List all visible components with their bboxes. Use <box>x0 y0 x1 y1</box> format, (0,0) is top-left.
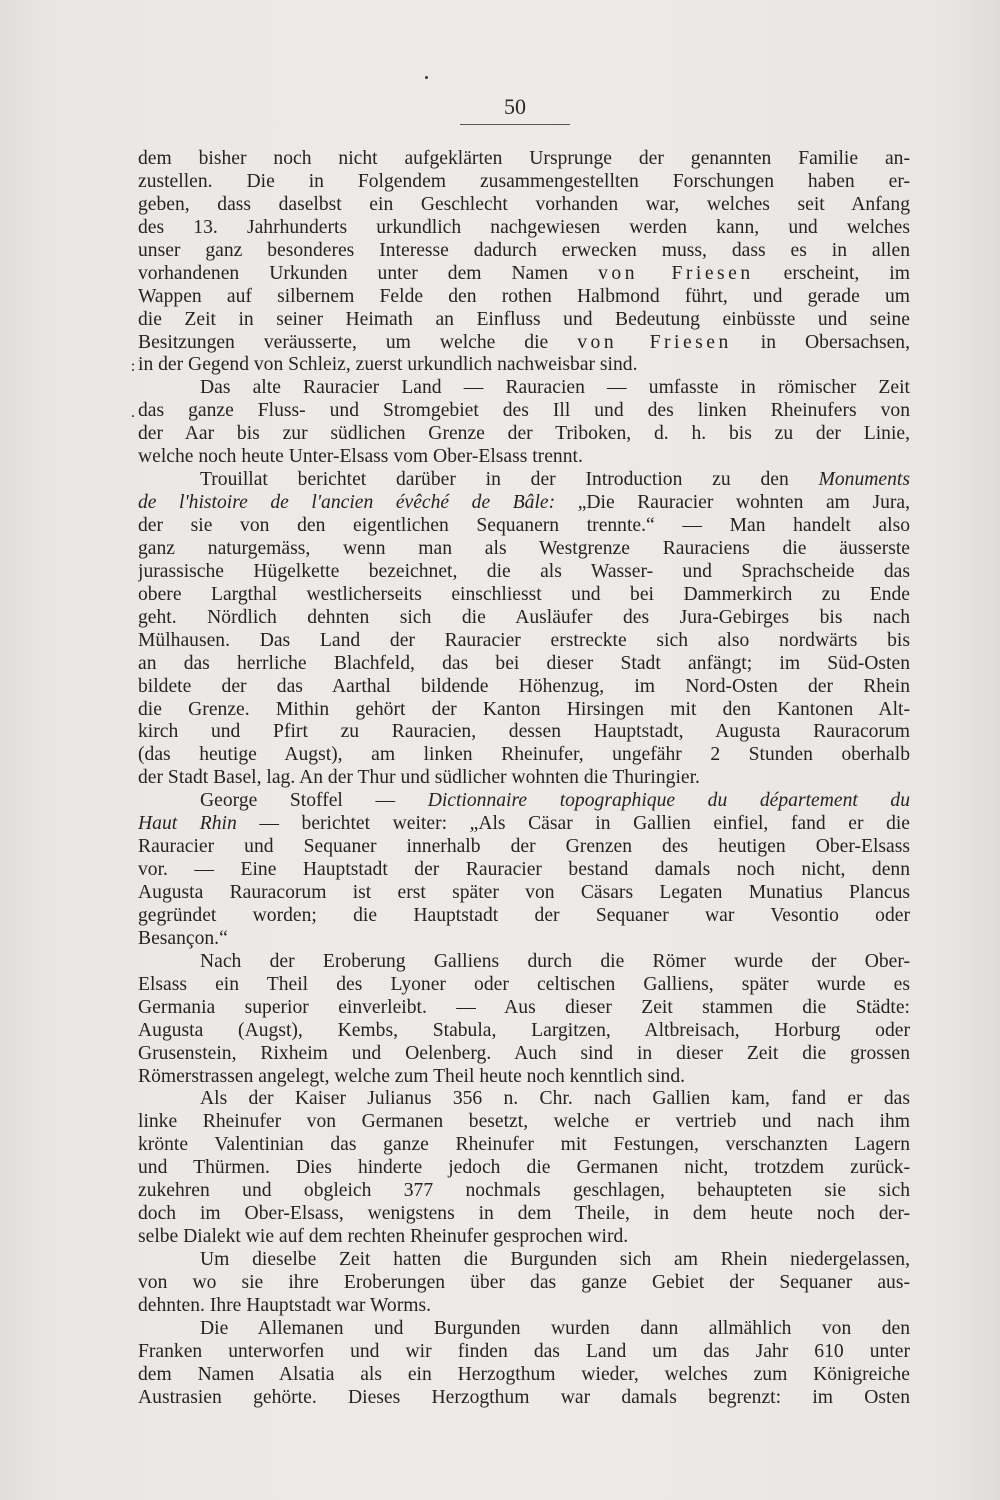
text-segment: (das heutige Augst), am linken Rheinufer, ungefähr 2 Stunden oberhalb <box>138 744 910 766</box>
text-line <box>138 423 910 446</box>
text-segment: krönte Valentinian das ganze Rheinufer mit Festungen, verschanzten Lagern <box>138 1134 910 1156</box>
text-segment: gegründet worden; die Hauptstadt der Sequaner war Vesontio oder <box>138 904 910 926</box>
text-line <box>138 1387 910 1410</box>
text-segment: Das alte Rauracier Land — Rauracien — umfasste in römischer Zeit <box>200 377 910 399</box>
text-line <box>138 332 910 355</box>
text-segment: Um dieselbe Zeit hatten die Burgunden sich am Rhein niedergelassen, <box>200 1249 910 1270</box>
text-segment: welche noch heute Unter-Elsass vom Ober-Elsass trennt. <box>138 446 583 468</box>
text-segment: in der Gegend von Schleiz, zuerst urkundlich nachweisbar sind. <box>138 354 638 376</box>
text-segment: Augusta (Augst), Kembs, Stabula, Largitzen, Altbreisach, Horburg oder <box>138 1019 910 1041</box>
text-line <box>138 767 910 790</box>
text-segment: Nach der Eroberung Galliens durch die Römer wurde der Ober- <box>200 950 910 972</box>
text-line <box>138 561 910 584</box>
text-line <box>138 790 910 813</box>
text-segment: des 13. Jahrhunderts urkundlich nachgewiesen werden kann, und welches <box>138 216 910 238</box>
text-line <box>138 744 910 767</box>
text-segment: Trouillat berichtet darüber in der Introduction zu den <box>200 469 819 491</box>
margin-mark-dot: . <box>131 404 135 421</box>
text-line <box>138 240 910 263</box>
text-segment: Franken unterworfen und wir finden das Land um das Jahr 610 unter <box>138 1340 910 1362</box>
text-line <box>138 446 910 469</box>
italic-title: de l'histoire de l'ancien évêché de Bâle: <box>138 492 556 514</box>
text-line <box>138 1318 910 1341</box>
spaced-name: von Friesen <box>598 262 754 284</box>
text-line <box>138 974 910 997</box>
text-line <box>138 859 910 882</box>
text-line <box>138 1295 910 1318</box>
text-line <box>138 1226 910 1249</box>
body-text <box>138 148 910 1410</box>
text-segment: erscheint, im <box>753 262 910 284</box>
text-line <box>138 928 910 951</box>
text-line <box>138 515 910 538</box>
text-line <box>138 377 910 400</box>
text-segment: — berichtet weiter: „Als Cäsar in Gallien einfiel, fand er die <box>236 813 910 835</box>
text-segment: Germania superior einverleibt. — Aus dieser Zeit stammen die Städte: <box>138 996 910 1018</box>
text-segment: kirch und Pfirt zu Rauracien, dessen Hauptstadt, Augusta Rauracorum <box>138 721 910 743</box>
text-segment: obere Largthal westlicherseits einschliesst und bei Dammerkirch zu Ende <box>138 583 910 605</box>
text-line <box>138 653 910 676</box>
text-line <box>138 1249 910 1272</box>
text-segment: Grusenstein, Rixheim und Oelenberg. Auch sind in dieser Zeit die grossen <box>138 1042 910 1064</box>
italic-title: Monuments <box>818 469 910 491</box>
text-line <box>138 1364 910 1387</box>
text-segment: Als der Kaiser Julianus 356 n. Chr. nach Gallien kam, fand er das <box>200 1088 910 1110</box>
text-segment: Wappen auf silbernem Felde den rothen Halbmond führt, und gerade um <box>138 285 910 307</box>
text-line <box>138 584 910 607</box>
text-segment: der sie von den eigentlichen Sequanern trennte.“ — Man handelt also <box>138 515 910 536</box>
text-line <box>138 951 910 974</box>
text-line <box>138 1272 910 1295</box>
text-line <box>138 492 910 515</box>
text-segment: Besitzungen veräusserte, um welche die <box>138 331 578 353</box>
text-segment: Römerstrassen angelegt, welche zum Theil heute noch kenntlich sind. <box>138 1065 686 1087</box>
text-segment: geht. Nördlich dehnten sich die Ausläufer des Jura-Gebirges bis nach <box>138 606 910 628</box>
text-line <box>138 1157 910 1180</box>
page-number-rule <box>460 124 570 125</box>
text-segment: und Thürmen. Dies hinderte jedoch die Germanen nicht, trotzdem zurück- <box>138 1157 910 1179</box>
text-segment: zustellen. Die in Folgendem zusammengestellten Forschungen haben er- <box>138 170 910 192</box>
text-segment: die Zeit in seiner Heimath an Einfluss und Bedeutung einbüsste und seine <box>138 308 910 330</box>
text-line <box>138 1043 910 1066</box>
text-line <box>138 309 910 332</box>
text-segment: Die Allemanen und Burgunden wurden dann allmählich von den <box>200 1317 910 1339</box>
text-line <box>138 813 910 836</box>
text-segment: Elsass ein Theil des Lyoner oder celtischen Galliens, später wurde es <box>138 973 910 995</box>
text-line <box>138 263 910 286</box>
text-line <box>138 607 910 630</box>
text-line <box>138 469 910 492</box>
text-line <box>138 1180 910 1203</box>
text-segment: ganz naturgemäss, wenn man als Westgrenze Rauraciens die äusserste <box>138 537 910 559</box>
text-segment: die Grenze. Mithin gehört der Kanton Hirsingen mit den Kantonen Alt- <box>138 698 910 720</box>
text-line <box>138 1203 910 1226</box>
text-line <box>138 217 910 240</box>
text-segment: Augusta Rauracorum ist erst später von Cäsars Legaten Munatius Plancus <box>138 882 910 903</box>
text-segment: das ganze Fluss- und Stromgebiet des Ill und des linken Rheinufers von <box>138 400 910 422</box>
text-segment: linke Rheinufer von Germanen besetzt, welche er vertrieb und nach ihm <box>138 1111 910 1133</box>
text-segment: vor. — Eine Hauptstadt der Rauracier bestand damals noch nicht, denn <box>138 859 910 881</box>
text-line <box>138 699 910 722</box>
spaced-name: von Friesen <box>577 331 732 353</box>
italic-title: Dictionnaire topographique du département du <box>427 790 910 812</box>
text-line <box>138 721 910 744</box>
text-segment: selbe Dialekt wie auf dem rechten Rheinufer gesprochen wird. <box>138 1226 629 1248</box>
text-segment: in Obersachsen, <box>731 331 910 353</box>
text-segment: vorhandenen Urkunden unter dem Namen <box>138 262 599 284</box>
ink-speck <box>425 76 428 79</box>
text-line <box>138 1341 910 1364</box>
text-line <box>138 194 910 217</box>
text-line <box>138 1088 910 1111</box>
text-segment: zukehren und obgleich 377 nochmals geschlagen, behaupteten sie sich <box>138 1180 910 1202</box>
italic-title: Haut Rhin <box>138 813 237 835</box>
text-segment: der Stadt Basel, lag. An der Thur und südlicher wohnten die Thuringier. <box>138 767 700 789</box>
text-line <box>138 905 910 928</box>
text-line <box>138 286 910 309</box>
text-segment: Austrasien gehörte. Dieses Herzogthum war damals begrenzt: im Osten <box>138 1386 910 1408</box>
text-segment: bildete der das Aarthal bildende Höhenzug, im Nord-Osten der Rhein <box>138 675 910 697</box>
text-line <box>138 400 910 423</box>
text-line <box>138 1020 910 1043</box>
text-line <box>138 630 910 653</box>
text-segment: Mülhausen. Das Land der Rauracier erstreckte sich also nordwärts bis <box>138 629 910 651</box>
text-segment: George Stoffel — <box>200 790 428 812</box>
text-line <box>138 1066 910 1089</box>
text-line <box>138 1111 910 1134</box>
text-line <box>138 354 910 377</box>
text-segment: der Aar bis zur südlichen Grenze der Triboken, d. h. bis zu der Linie, <box>138 423 910 445</box>
text-line <box>138 882 910 905</box>
margin-mark-colon: : <box>130 358 136 375</box>
text-segment: geben, dass daselbst ein Geschlecht vorhanden war, welches seit Anfang <box>138 193 910 215</box>
text-line <box>138 997 910 1020</box>
text-segment: unser ganz besonderes Interesse dadurch erwecken muss, dass es in allen <box>138 239 910 261</box>
text-segment: an das herrliche Blachfeld, das bei dieser Stadt anfängt; im Süd-Osten <box>138 652 910 674</box>
text-line <box>138 148 910 171</box>
text-segment: jurassische Hügelkette bezeichnet, die als Wasser- und Sprachscheide das <box>138 560 910 582</box>
text-line <box>138 538 910 561</box>
text-segment: dem bisher noch nicht aufgeklärten Ursprunge der genannten Familie an- <box>138 148 910 169</box>
text-line <box>138 676 910 699</box>
text-segment: von wo sie ihre Eroberungen über das ganze Gebiet der Sequaner aus- <box>138 1271 910 1293</box>
text-line <box>138 836 910 859</box>
text-segment: „Die Rauracier wohnten am Jura, <box>555 492 910 514</box>
text-segment: Rauracier und Sequaner innerhalb der Grenzen des heutigen Ober-Elsass <box>138 836 910 858</box>
text-segment: dem Namen Alsatia als ein Herzogthum wieder, welches zum Königreiche <box>138 1363 910 1385</box>
text-line <box>138 1134 910 1157</box>
text-segment: dehnten. Ihre Hauptstadt war Worms. <box>138 1294 431 1316</box>
text-line <box>138 171 910 194</box>
text-segment: Besançon.“ <box>138 927 228 949</box>
text-segment: doch im Ober-Elsass, wenigstens in dem Theile, in dem heute noch der- <box>138 1203 910 1225</box>
page-number: 50 <box>504 94 526 119</box>
